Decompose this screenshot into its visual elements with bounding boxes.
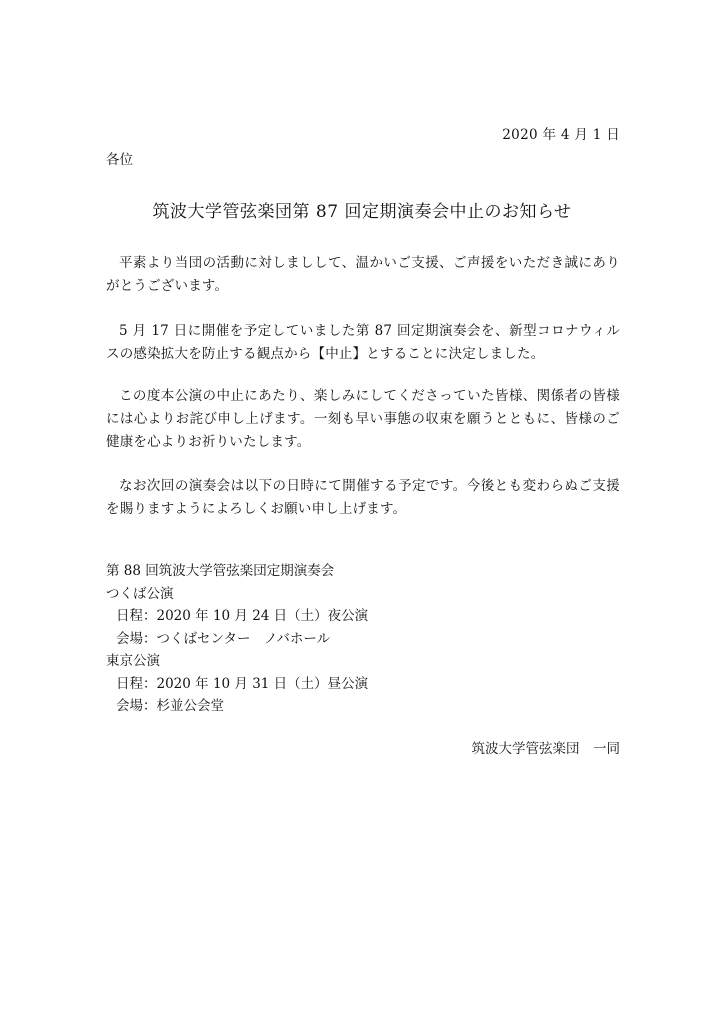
tsukuba-venue: 会場：つくばセンター ノバホール (116, 630, 331, 647)
next-concert-details (106, 560, 368, 718)
tokyo-label: 東京公演 (106, 653, 160, 669)
document-title: 筑波大学管弦楽団第 87 回定期演奏会中止のお知らせ (152, 202, 572, 222)
tsukuba-label: つくば公演 (106, 585, 174, 602)
paragraph-apology: この度本公演の中止にあたり、楽しみにしてくださっていた皆様、関係者の皆様には心よりお詫び申し上げます。一刻も早い事態の収束を願うとともに、皆様のご健康を心よりお祈りいたします。 (106, 388, 620, 450)
tsukuba-date: 日程：2020 年 10 月 24 日（土）夜公演 (116, 608, 369, 624)
addressee: 各位 (106, 152, 133, 168)
document-date: 2020 年 4 月 1 日 (502, 127, 620, 143)
signature: 筑波大学管弦楽団 一同 (471, 741, 620, 757)
paragraph-greeting: 平素より当団の活動に対しましして、温かいご支援、ご声援をいただき誠にありがとうございます。 (106, 255, 620, 294)
paragraph-cancellation: 5 月 17 日に開催を予定していました第 87 回定期演奏会を、新型コロナウィルスの感染拡大を防止する観点から【中止】とすることに決定しました。 (106, 323, 620, 362)
concert-heading: 第 88 回筑波大学管弦楽団定期演奏会 (106, 563, 335, 579)
tokyo-venue: 会場：杉並公会堂 (116, 698, 224, 714)
tokyo-date: 日程：2020 年 10 月 31 日（土）昼公演 (116, 675, 369, 692)
paragraph-next-concert: なお次回の演奏会は以下の日時にて開催する予定です。今後とも変わらぬご支援を賜りますようによろしくお願い申し上げます。 (106, 478, 620, 517)
